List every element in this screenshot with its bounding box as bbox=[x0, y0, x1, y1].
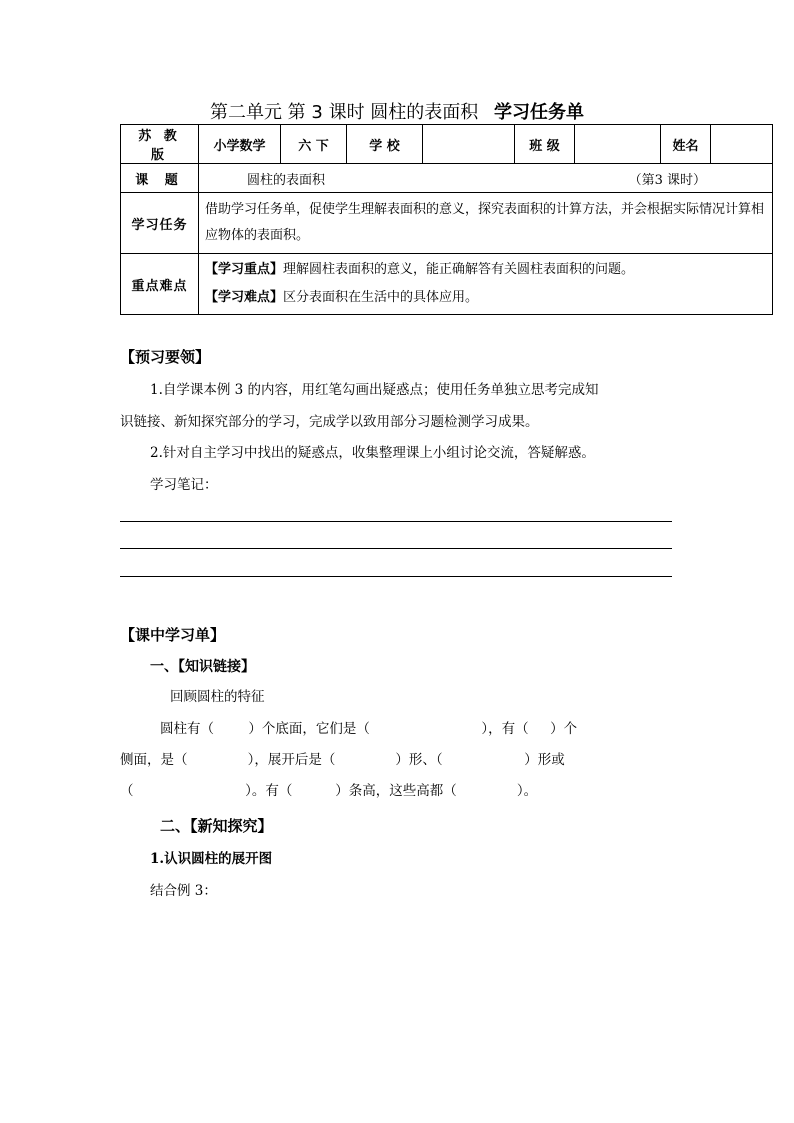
school-label: 学 校 bbox=[347, 125, 423, 164]
in-class-heading: 【课中学习单】 bbox=[120, 626, 226, 644]
notes-label: 学习笔记： bbox=[150, 477, 218, 493]
fill-line-1: 圆柱有（ ）个底面，它们是（ ），有（ ）个 bbox=[160, 721, 578, 737]
explore-subheading: 1.认识圆柱的展开图 bbox=[150, 851, 273, 867]
key-point-text: 理解圆柱表面积的意义，能正确解答有关圆柱表面积的问题。 bbox=[283, 262, 635, 277]
key-points-cell bbox=[199, 254, 773, 315]
subject-cell: 小学数学 bbox=[199, 125, 281, 164]
preview-p2: 2.针对自主学习中找出的疑惑点，收集整理课上小组讨论交流，答疑解惑。 bbox=[150, 445, 595, 461]
difficulty-line bbox=[205, 284, 766, 312]
name-field[interactable] bbox=[711, 125, 773, 164]
link-heading: 一、【知识链接】 bbox=[150, 659, 255, 675]
key-label: 重点难点 bbox=[121, 254, 199, 315]
note-line-1[interactable] bbox=[120, 521, 672, 522]
class-label: 班 级 bbox=[515, 125, 575, 164]
preview-p1a: 1.自学课本例 3 的内容，用红笔勾画出疑惑点；使用任务单独立思考完成知 bbox=[150, 382, 599, 398]
key-point-tag: 【学习重点】 bbox=[205, 262, 284, 277]
topic-cell bbox=[199, 164, 773, 193]
difficulty-text: 区分表面积在生活中的具体应用。 bbox=[283, 290, 479, 305]
note-line-3[interactable] bbox=[120, 576, 672, 577]
example-text: 结合例 3： bbox=[150, 883, 217, 899]
task-text: 借助学习任务单，促使学生理解表面积的意义，探究表面积的计算方法，并会根据实际情况计算相应物体的表面积。 bbox=[199, 193, 773, 254]
difficulty-tag: 【学习难点】 bbox=[205, 290, 284, 305]
name-label: 姓名 bbox=[661, 125, 711, 164]
preview-heading: 【预习要领】 bbox=[120, 348, 211, 366]
topic-value: 圆柱的表面积 bbox=[247, 172, 326, 188]
worksheet-title bbox=[0, 98, 794, 124]
topic-label: 课 题 bbox=[121, 164, 199, 193]
header-table bbox=[120, 124, 773, 315]
key-point-line bbox=[205, 256, 766, 284]
task-label: 学习任务 bbox=[121, 193, 199, 254]
fill-line-2: 侧面，是（ ），展开后是（ ）形、（ ）形或 bbox=[120, 752, 565, 768]
title-main: 第二单元 第 3 课时 圆柱的表面积 bbox=[209, 102, 479, 123]
note-line-2[interactable] bbox=[120, 548, 672, 549]
title-bold: 学习任务单 bbox=[494, 102, 585, 123]
review-text: 回顾圆柱的特征 bbox=[170, 689, 265, 705]
class-field[interactable] bbox=[575, 125, 661, 164]
publisher-cell: 苏 教 版 bbox=[121, 125, 199, 164]
explore-heading: 二、【新知探究】 bbox=[160, 817, 273, 835]
fill-line-3: （ ）。有（ ）条高，这些高都（ ）。 bbox=[120, 783, 538, 799]
grade-cell: 六 下 bbox=[281, 125, 347, 164]
preview-p1b: 识链接、新知探究部分的学习，完成学以致用部分习题检测学习成果。 bbox=[120, 414, 539, 430]
lesson-number: （第3 课时） bbox=[628, 172, 706, 188]
school-field[interactable] bbox=[423, 125, 515, 164]
